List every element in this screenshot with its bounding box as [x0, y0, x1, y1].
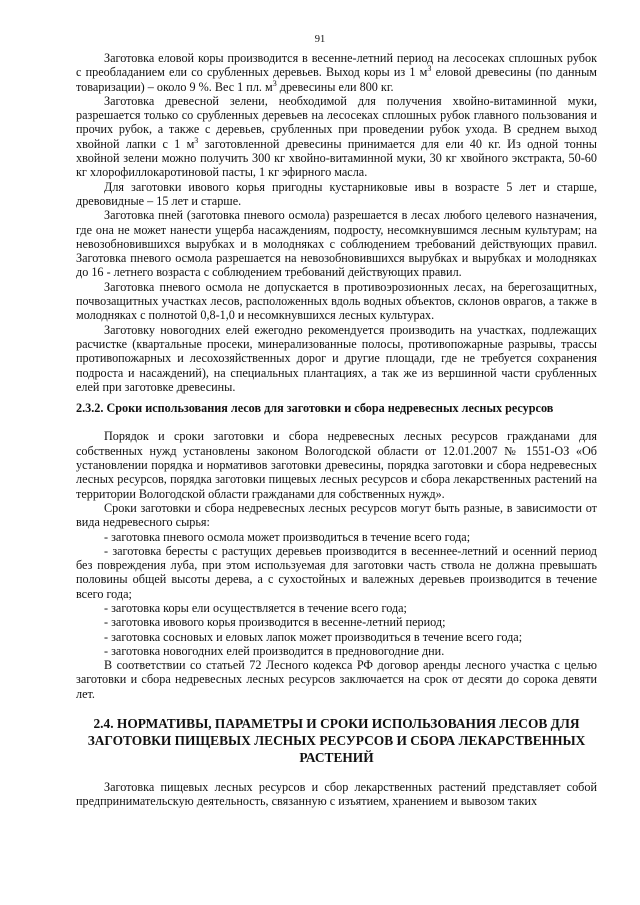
list-item: - заготовка новогодних елей производится в предновогодние дни. [104, 643, 445, 658]
list-item: - заготовка сосновых и еловых лапок может производиться в течение всего года; [104, 629, 523, 644]
page-body [76, 51, 597, 809]
list-item: - заготовка ивового корья производится в весенне-летний период; [104, 615, 446, 630]
paragraph-stump-restrictions: Заготовка пневого осмола не допускается в противоэрозионных лесах, на берегозащитных, почвозащитных участках лесов, расположенных вдоль водных объектов, склонов оврагов, а также в молодняках с полнотой 0,8-1,0 и несомкнувшихся лесных культурах. [76, 279, 597, 323]
paragraph-terms-intro: Сроки заготовки и сбора недревесных лесных ресурсов могут быть разные, в зависимости от вида недревесного сырья: [76, 500, 597, 530]
list-item: - заготовка бересты с растущих деревьев производится в весеннее-летний и осенний период без повреждения луба, при этом используемая для заготовки часть ствола не должна превышать половины общей высоты дерева, а с сухостойных и валежных деревьев производится в течение всего года; [76, 543, 597, 601]
section-heading: 2.4. НОРМАТИВЫ, ПАРАМЕТРЫ И СРОКИ ИСПОЛЬЗОВАНИЯ ЛЕСОВ ДЛЯ ЗАГОТОВКИ ПИЩЕВЫХ ЛЕСНЫХ РЕСУРСОВ И СБОРА ЛЕКАРСТВЕННЫХ РАСТЕНИЙ [87, 716, 586, 766]
paragraph-lease-term: В соответствии со статьей 72 Лесного кодекса РФ договор аренды лесного участка с целью заготовки и сбора недревесных лесных ресурсов заключается на срок от десяти до сорока девяти лет. [76, 658, 597, 701]
subsection-heading: 2.3.2. Сроки использования лесов для заготовки и сбора недревесных лесных ресурсов [76, 401, 554, 416]
paragraph-greenery: Заготовка древесной зелени, необходимой для получения хвойно-витаминной муки, разрешается только со срубленных деревьев на лесосеках сплошных рубок главного пользования и прочих рубок, а также с деревьев, срубленных при проведении рубок ухода. В среднем выход хвойной лапки с 1 $м^3$ заготовленной древесины принимается для ели 40 кг. Из одной тонны хвойной зелени можно получить 300 кг хвойно-витаминной муки, 30 кг хвойного экстракта, 50-60 кг хлорофиллокаротиновой пасты, 1 кг эфирного масла. [76, 93, 597, 180]
list-item: - заготовка пневого осмола может производиться в течение всего года; [104, 529, 471, 544]
page-number: 91 [314, 34, 326, 45]
paragraph-food-resources: Заготовка пищевых лесных ресурсов и сбор лекарственных растений представляет собой предпринимательскую деятельность, связанную с изъятием, хранением и вывозом таких [76, 780, 597, 809]
paragraph-order-and-terms: Порядок и сроки заготовки и сбора недревесных лесных ресурсов гражданами для собственных нужд установлены законом Вологодской области от 12.01.2007 № 1551-ОЗ «Об установлении порядка и нормативов заготовки древесины, порядка заготовки и сбора недревесных лесных ресурсов, порядка заготовки пищевых лесных ресурсов и сбора лекарственных растений на территории Вологодской области гражданами для собственных нужд». [76, 429, 597, 501]
terms-list [76, 530, 597, 659]
paragraph-stumps: Заготовка пней (заготовка пневого осмола) разрешается в лесах любого целевого назначения, где она не может нанести ущерба насаждениям, подросту, несомкнувшимся лесным культурам; на невозобновившихся вырубках и в молодняках с соблюдением требований действующих правил. Заготовка пневого осмола разрешается на невозобновившихся вырубках и вырубках и молодняках до 16 - летнего возраста с соблюдением требований действующих правил. [76, 208, 597, 280]
paragraph-new-year-trees: Заготовку новогодних елей ежегодно рекомендуется производить на участках, подлежащих расчистке (квартальные просеки, минерализованные полосы, противопожарные разрывы, трассы противопожарных и лесохозяйственных дорог и другие площади, где не требуется сохранения подроста и насаждений), на специальных плантациях, а так же из вершинной части срубленных елей при заготовке древесины. [76, 322, 597, 394]
paragraph-spruce-bark: Заготовка еловой коры производится в весенне-летний период на лесосеках сплошных рубок с преобладанием ели со срубленных деревьев. Выход коры из 1 $м^3$ еловой древесины (по данным товаризации) – около 9 %. Вес 1 пл. $м^3$ древесины ели 800 кг. [76, 51, 597, 94]
paragraph-willow-bark: Для заготовки ивового корья пригодны кустарниковые ивы в возрасте 5 лет и старше, древовидные – 15 лет и старше. [76, 179, 597, 208]
list-item: - заготовка коры ели осуществляется в течение всего года; [104, 600, 407, 615]
